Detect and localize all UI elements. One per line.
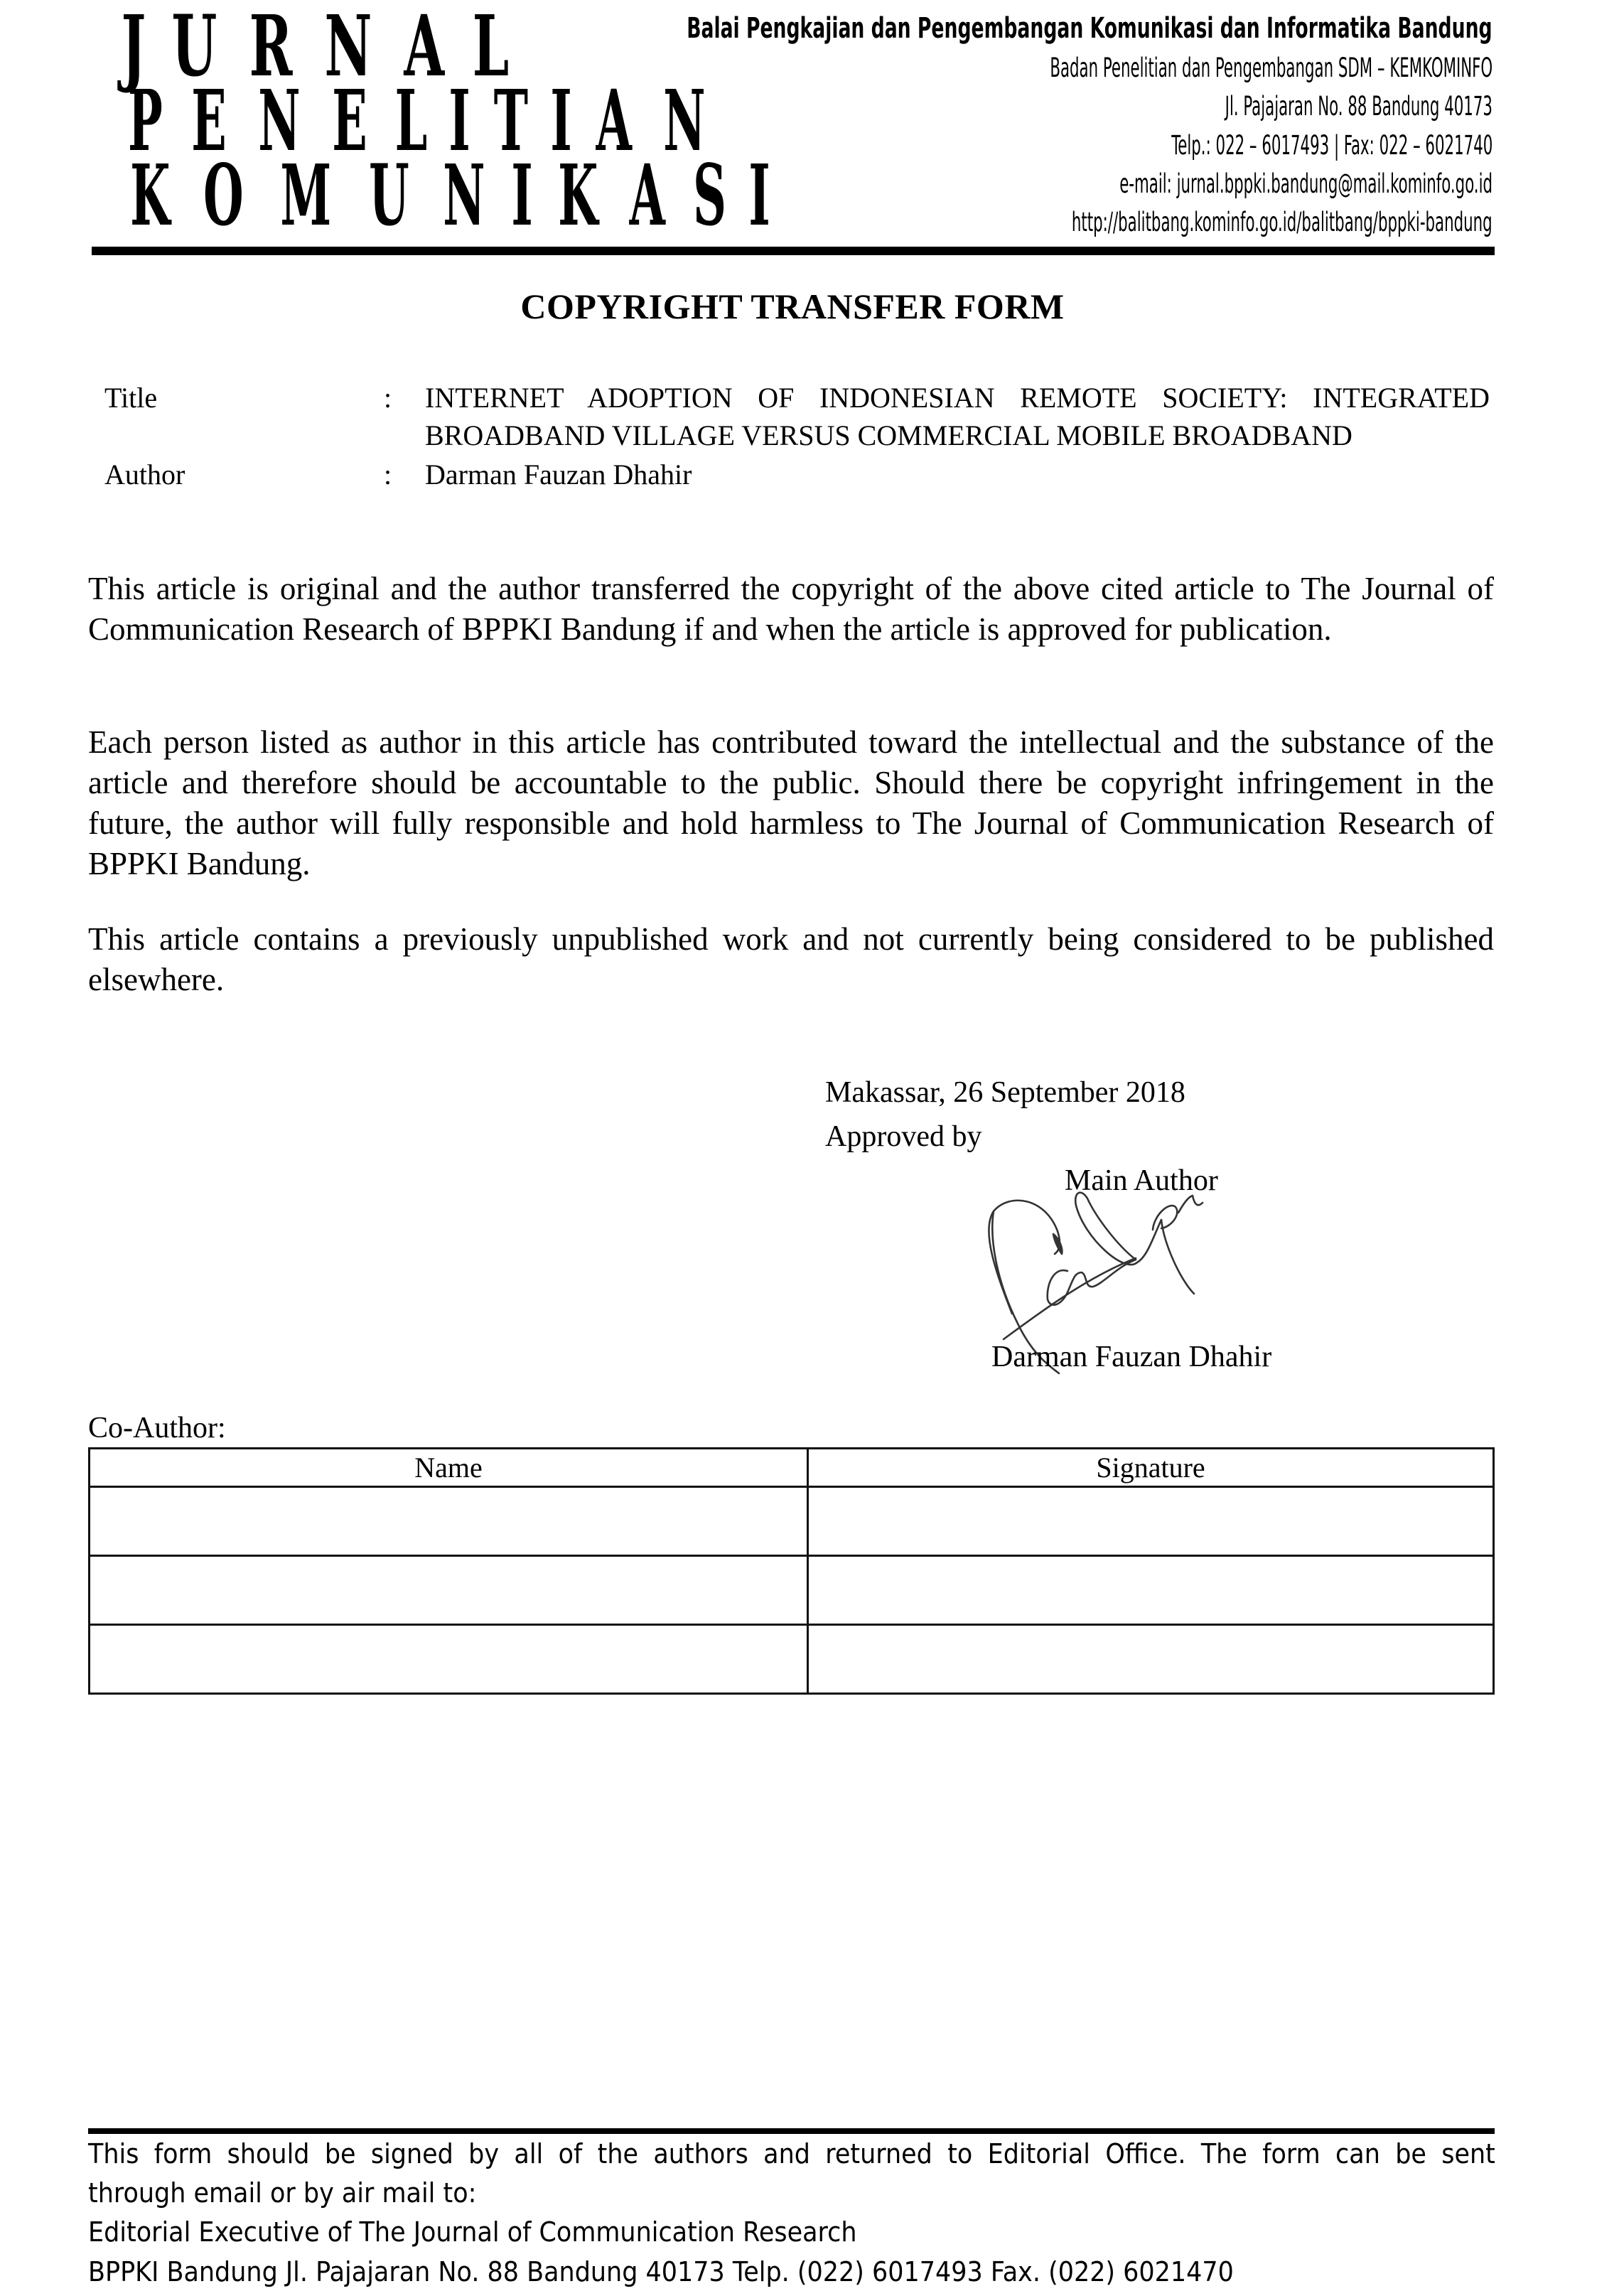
header-divider [92,247,1495,255]
logo-line-komunikasi [114,146,771,245]
logo-letter: N [257,71,301,170]
author-label: Author [104,458,185,490]
page-title: COPYRIGHT TRANSFER FORM [520,286,1065,326]
logo-letter: L [472,0,510,95]
author-value: Darman Fauzan Dhahir [425,458,692,490]
paragraph-originality: This article is original and the author transferred the copyright of the above cited article to The Journal of Communication Research of BPPKI Bandung if and when the article is approved for publication. [88,571,1494,647]
logo-letter: N [663,71,706,170]
logo-letter: A [596,71,632,170]
main-author-name: Darman Fauzan Dhahir [991,1341,1272,1373]
article-title-line-1: INTERNET ADOPTION OF INDONESIAN REMOTE SOCIETY: INTEGRATED [425,382,1490,414]
logo-letter: E [331,71,367,170]
paragraph-unpublished: This article contains a previously unpublished work and not currently being considered to be published elsewhere. [88,921,1494,997]
phone-fax: Telp.: 022 – 6017493 | Fax: 022 – 6021740 [1171,130,1492,161]
footer-divider [88,2128,1495,2134]
logo-letter: J [121,0,146,95]
title-label: Title [104,382,158,414]
logo-letter: T [493,71,528,170]
logo-letter: O [203,146,244,245]
logo-letter: I [448,71,471,170]
approved-by-label: Approved by [825,1120,982,1153]
street-address: Jl. Pajajaran No. 88 Bandung 40173 [1225,91,1492,122]
logo-letter: R [249,0,293,95]
logo-letter: S [693,146,727,245]
main-author-label: Main Author [1065,1164,1218,1197]
website-link[interactable]: http://balitbang.kominfo.go.id/balitbang/bppki-bandung [1072,207,1492,237]
logo-letter: M [280,146,332,245]
logo-letter: E [190,71,227,170]
coauthor-signature-cell[interactable] [808,1625,1494,1694]
table-header-row [90,1449,1494,1487]
logo-line-penelitian [114,71,706,170]
coauthor-name-cell[interactable] [90,1556,808,1625]
table-row [90,1556,1494,1625]
institution-name: Balai Pengkajian dan Pengembangan Komunikasi dan Informatika Bandung [687,12,1492,45]
logo-line-jurnal [114,0,520,95]
logo-letter: I [511,146,533,245]
column-header-name: Name [90,1449,808,1487]
article-title-line-2: BROADBAND VILLAGE VERSUS COMMERCIAL MOBILE BROADBAND [425,419,1352,451]
agency-name: Badan Penelitian dan Pengembangan SDM – KEMKOMINFO [1050,53,1492,83]
logo-letter: I [748,146,771,245]
logo-letter: K [558,146,598,245]
paragraph-accountability: Each person listed as author in this article has contributed toward the intellectual and the substance of the article and therefore should be accountable to the public. Should there be copyright infringement in the future, the author will fully responsible and hold harmless to The Journal of Communication Research of BPPKI Bandung. [88,724,1494,881]
logo-letter: N [443,146,485,245]
place-date: Makassar, 26 September 2018 [825,1076,1185,1109]
email-address[interactable]: e-mail: jurnal.bppki.bandung@mail.kominfo.go.id [1119,168,1492,199]
title-colon: : [384,382,392,414]
logo-letter: L [394,71,427,170]
footer-line: This form should be signed by all of the authors and returned to Editorial Office. The form can be sent [88,2138,1495,2169]
logo-letter: U [369,146,409,245]
footer-line: BPPKI Bandung Jl. Pajajaran No. 88 Bandung 40173 Telp. (022) 6017493 Fax. (022) 6021470 [88,2256,1234,2287]
column-header-signature: Signature [808,1449,1494,1487]
logo-letter: U [171,0,217,95]
logo-letter: N [324,0,372,95]
author-colon: : [384,458,392,490]
coauthor-name-cell[interactable] [90,1625,808,1694]
footer-line: through email or by air mail to: [88,2177,477,2209]
logo-letter: A [404,0,445,95]
coauthor-table [88,1447,1495,1695]
logo-letter: I [550,71,573,170]
coauthor-signature-cell[interactable] [808,1556,1494,1625]
coauthor-label: Co-Author: [88,1412,226,1444]
logo-letter: K [130,146,171,245]
logo-letter: A [629,146,665,245]
table-row [90,1487,1494,1556]
coauthor-name-cell[interactable] [90,1487,808,1556]
coauthor-signature-cell[interactable] [808,1487,1494,1556]
footer-line: Editorial Executive of The Journal of Communication Research [88,2216,857,2248]
logo-letter: P [127,71,163,170]
table-row [90,1625,1494,1694]
